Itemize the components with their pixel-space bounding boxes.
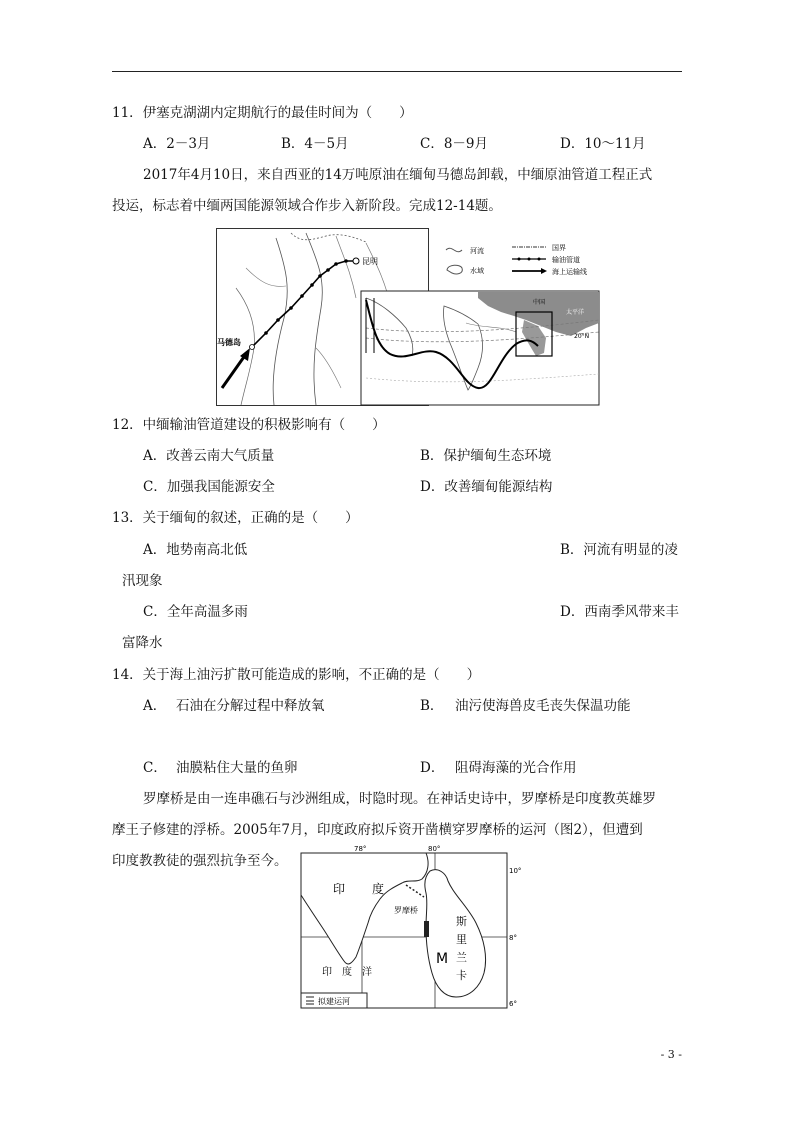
svg-text:河流: 河流 [470, 247, 484, 255]
q13-option-c: C．全年高温多雨 [143, 604, 248, 620]
pipeline-map [216, 228, 600, 406]
passage1-line2: 投运，标志着中缅两国能源领域合作步入新阶段。完成12-14题。 [112, 198, 502, 214]
page-number: - 3 - [660, 1048, 682, 1061]
svg-text:中国: 中国 [533, 299, 546, 306]
q12-stem: 12．中缅输油管道建设的积极影响有（ ） [112, 417, 386, 433]
q13-option-b-cont: 汛现象 [122, 573, 163, 589]
label-srilanka-2: 里 [456, 933, 467, 946]
svg-text:海上运输线: 海上运输线 [552, 268, 587, 276]
q12-option-d: D．改善缅甸能源结构 [420, 479, 553, 495]
q14-option-b: 油污使海兽皮毛丧失保温功能 [455, 698, 631, 714]
header-rule [112, 71, 682, 72]
label-80: 80° [428, 845, 441, 853]
q14-option-c: 油膜粘住大量的鱼卵 [176, 760, 298, 776]
q11-option-a: A．2－3月 [143, 136, 211, 152]
label-india-1: 印 [333, 882, 346, 896]
q13-option-d: D．西南季风带来丰 [560, 604, 679, 620]
passage2-line1: 罗摩桥是由一连串礁石与沙洲组成，时隐时现。在神话史诗中，罗摩桥是印度教英雄罗 [143, 791, 656, 807]
label-6: 6° [509, 1000, 517, 1008]
q13-option-d-cont: 富降水 [122, 635, 163, 651]
q12-option-a: A．改善云南大气质量 [143, 448, 275, 464]
q11-option-d: D．10～11月 [560, 136, 646, 152]
label-indian-ocean: 印 度 洋 [322, 967, 372, 978]
q14-option-b-letter: B． [420, 698, 444, 714]
q14-option-d: 阻碍海藻的光合作用 [455, 760, 577, 776]
label-8: 8° [509, 934, 517, 942]
label-made-island: 马德岛 [217, 338, 241, 347]
label-srilanka-1: 斯 [456, 915, 467, 928]
rama-bridge-map [298, 843, 522, 1011]
q13-option-b: B．河流有明显的凌 [560, 542, 678, 558]
label-78: 78° [354, 845, 367, 853]
q11-option-c: C．8－9月 [420, 136, 489, 152]
label-srilanka-3: 兰 [456, 951, 467, 964]
svg-text:20°N: 20°N [574, 333, 590, 340]
svg-text:水域: 水域 [470, 267, 484, 275]
q12-option-c: C．加强我国能源安全 [143, 479, 275, 495]
svg-text:输油管道: 输油管道 [552, 256, 580, 264]
q14-option-a: 石油在分解过程中释放氧 [176, 698, 325, 714]
label-rama-bridge: 罗摩桥 [394, 906, 418, 915]
q11-option-b: B．4－5月 [281, 136, 349, 152]
q13-stem: 13．关于缅甸的叙述，正确的是（ ） [112, 510, 359, 526]
label-srilanka-4: 卡 [456, 969, 467, 982]
passage1-line1: 2017年4月10日，来自西亚的14万吨原油在缅甸马德岛卸载，中缅原油管道工程正式 [143, 167, 653, 183]
label-10: 10° [509, 867, 522, 875]
city-kunming: 昆明 [362, 257, 378, 266]
q14-stem: 14．关于海上油污扩散可能造成的影响，不正确的是（ ） [112, 667, 481, 683]
svg-text:太平洋: 太平洋 [566, 309, 585, 316]
q11-stem: 11．伊塞克湖湖内定期航行的最佳时间为（ ） [112, 105, 413, 121]
map2-legend: 拟建运河 [318, 997, 350, 1006]
passage2-line3: 印度教教徒的强烈抗争至今。 [112, 853, 288, 869]
q12-option-b: B．保护缅甸生态环境 [420, 448, 552, 464]
label-india-2: 度 [372, 882, 385, 896]
label-point-m: M [436, 951, 449, 967]
inset-map [361, 291, 599, 405]
q14-option-a-letter: A． [143, 698, 167, 714]
svg-text:国界: 国界 [552, 244, 566, 252]
passage2-line2: 摩王子修建的浮桥。2005年7月，印度政府拟斥资开凿横穿罗摩桥的运河（图2），但遭到 [112, 822, 643, 838]
q14-option-c-letter: C． [143, 760, 167, 776]
q13-option-a: A．地势南高北低 [143, 542, 248, 558]
q14-option-d-letter: D． [420, 760, 445, 776]
map1-legend [446, 243, 587, 276]
